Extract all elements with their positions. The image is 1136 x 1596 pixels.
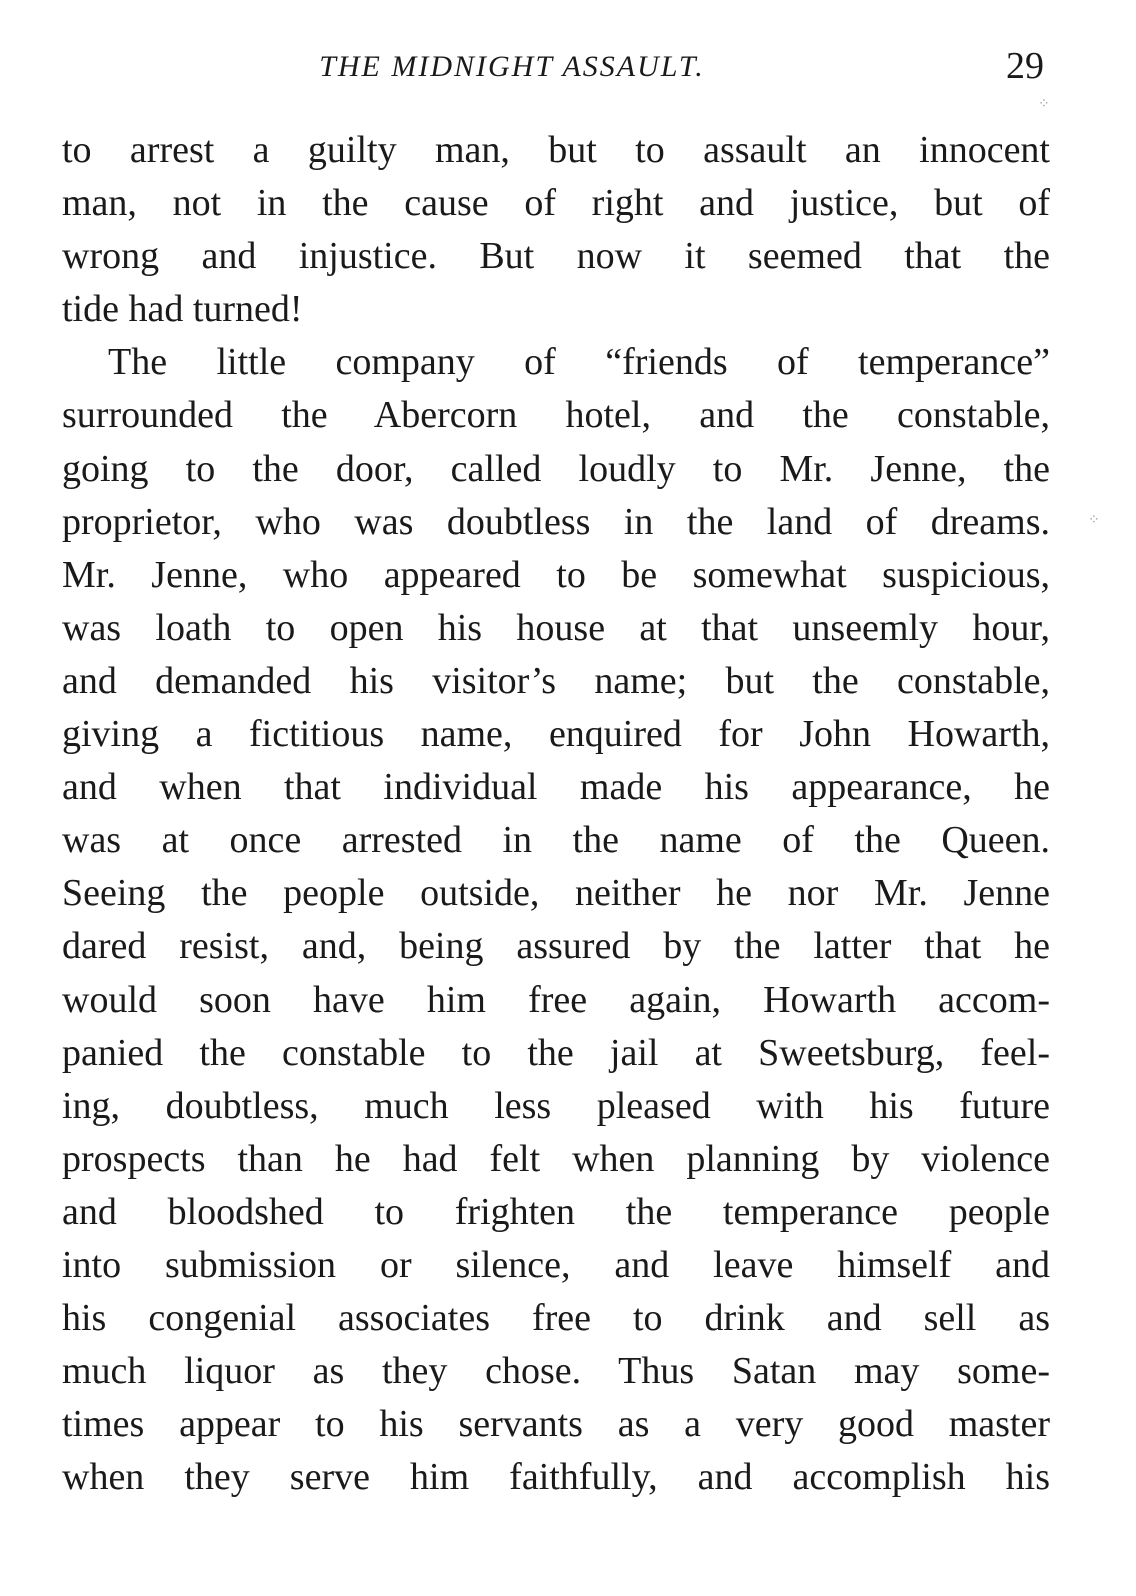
- paragraph: [62, 124, 1050, 336]
- text-line: ing, doubtless, much less pleased with his future: [62, 1084, 1050, 1127]
- text-line: much liquor as they chose. Thus Satan may some-: [62, 1350, 1050, 1393]
- text-line: going to the door, called loudly to Mr. Jenne, the: [62, 447, 1050, 490]
- scan-speck: ⁘: [1088, 513, 1101, 528]
- text-line: proprietor, who was doubtless in the land of dreams.: [62, 500, 1050, 543]
- page-number: 29: [1006, 45, 1044, 87]
- text-line: to arrest a guilty man, but to assault an innocent: [62, 129, 1050, 171]
- text-line: was at once arrested in the name of the Queen.: [62, 819, 1050, 862]
- text-line: times appear to his servants as a very good master: [62, 1403, 1050, 1446]
- running-head: [62, 44, 1050, 94]
- text-line: when they serve him faithfully, and accomplish his: [62, 1456, 1050, 1499]
- body-text: [62, 124, 1050, 1504]
- text-line: Mr. Jenne, who appeared to be somewhat suspicious,: [62, 553, 1050, 596]
- text-line: tide had turned!: [62, 288, 303, 331]
- text-line: giving a fictitious name, enquired for John Howarth,: [62, 713, 1050, 756]
- scan-speck: ⁘: [1038, 97, 1051, 112]
- text-line: Seeing the people outside, neither he nor Mr. Jenne: [62, 872, 1050, 915]
- text-line: surrounded the Abercorn hotel, and the constable,: [62, 394, 1050, 437]
- text-line: panied the constable to the jail at Sweetsburg, feel-: [62, 1031, 1050, 1074]
- text-line: and when that individual made his appearance, he: [62, 766, 1050, 809]
- text-line: prospects than he had felt when planning by violence: [62, 1137, 1050, 1180]
- text-line: man, not in the cause of right and justice, but of: [62, 182, 1050, 225]
- text-line: wrong and injustice. But now it seemed that the: [62, 235, 1050, 278]
- text-line: would soon have him free again, Howarth accom-: [62, 978, 1050, 1021]
- paragraph: [62, 336, 1050, 1504]
- text-line: his congenial associates free to drink and sell as: [62, 1297, 1050, 1340]
- text-line: dared resist, and, being assured by the latter that he: [62, 925, 1050, 968]
- text-line: and bloodshed to frighten the temperance people: [62, 1190, 1050, 1233]
- text-line: The little company of “friends of temperance”: [108, 341, 1050, 384]
- running-title: THE MIDNIGHT ASSAULT.: [319, 50, 705, 83]
- text-line: into submission or silence, and leave himself and: [62, 1243, 1050, 1286]
- text-line: was loath to open his house at that unseemly hour,: [62, 606, 1050, 649]
- text-line: and demanded his visitor’s name; but the constable,: [62, 659, 1050, 702]
